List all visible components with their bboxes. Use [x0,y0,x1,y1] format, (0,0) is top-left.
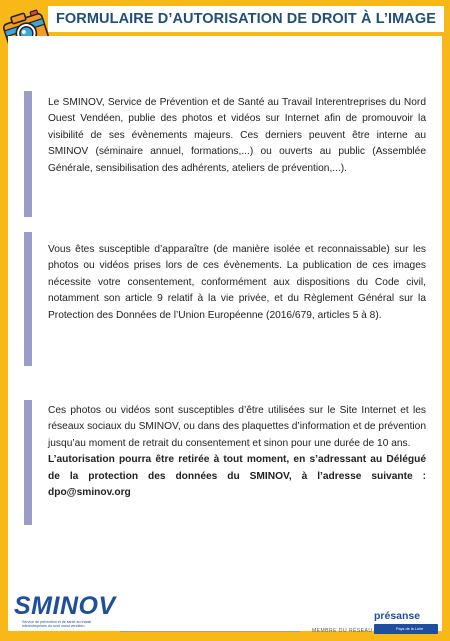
section-text [48,400,426,501]
page-title: FORMULAIRE D’AUTORISATION DE DROIT À L’IMAGE [55,11,437,27]
presanse-logo [374,610,438,636]
presanse-region: Pays de la Loire [396,627,424,631]
logo-tagline: Service de prévention et de santé au travail interentreprises du nord ouest vendéen [22,620,92,629]
paragraph: Vous êtes susceptible d’apparaître (de manière isolée et reconnaissable) sur les photos ou vidéos prises lors de ces évènements. La publication de ces images nécessite votre consentement, conformément aux dispositions du Code civil, notamment son article 9 relatif à la vie privée, et du Règlement Général sur la Protection des Données de l’Union Européenne (2016/679, articles 5 à 8). [48,244,426,321]
title-box [48,6,444,32]
member-label: MEMBRE DU RÉSEAU [312,628,373,634]
presanse-logo-text: présanse [374,610,421,622]
section-text [48,232,426,324]
section-accent-bar [24,91,32,217]
section-accent-bar [24,400,32,525]
footer-divider [120,631,300,632]
frame-left [0,0,8,641]
content-area [8,36,442,591]
logo-text: SMINOV [14,592,116,620]
presanse-region-band [374,624,438,634]
paragraph: Ces photos ou vidéos sont susceptibles d’être utilisées sur le Site Internet et les réseaux sociaux du SMINOV, ou dans des plaquettes d’information et de prévention jusqu’au moment de retrait du consentement et sinon pour une durée de 10 ans. [48,405,426,449]
frame-right [442,0,450,641]
section-consent [24,232,426,366]
section-accent-bar [24,232,32,366]
sminov-logo [14,590,124,636]
section-publication [24,91,426,217]
paragraph: Le SMINOV, Service de Prévention et de Santé au Travail Interentreprises du Nord Ouest Vendéen, publie des photos et vidéos sur Internet afin de promouvoir la visibilité de ses évènements majeurs. Ces derniers peuvent être interne au SMINOV (séminaire annuel, formations,...) ou ouverts au public (Assemblée Générale, sensibilisation des adhérents, ateliers de prévention,...). [48,97,426,174]
withdrawal-notice: L’autorisation pourra être retirée à tout moment, en s’adressant au Délégué de la protection des données du SMINOV, à l’adresse suivante : dpo@sminov.org [48,454,426,499]
section-usage [24,400,426,525]
section-text [48,91,426,177]
